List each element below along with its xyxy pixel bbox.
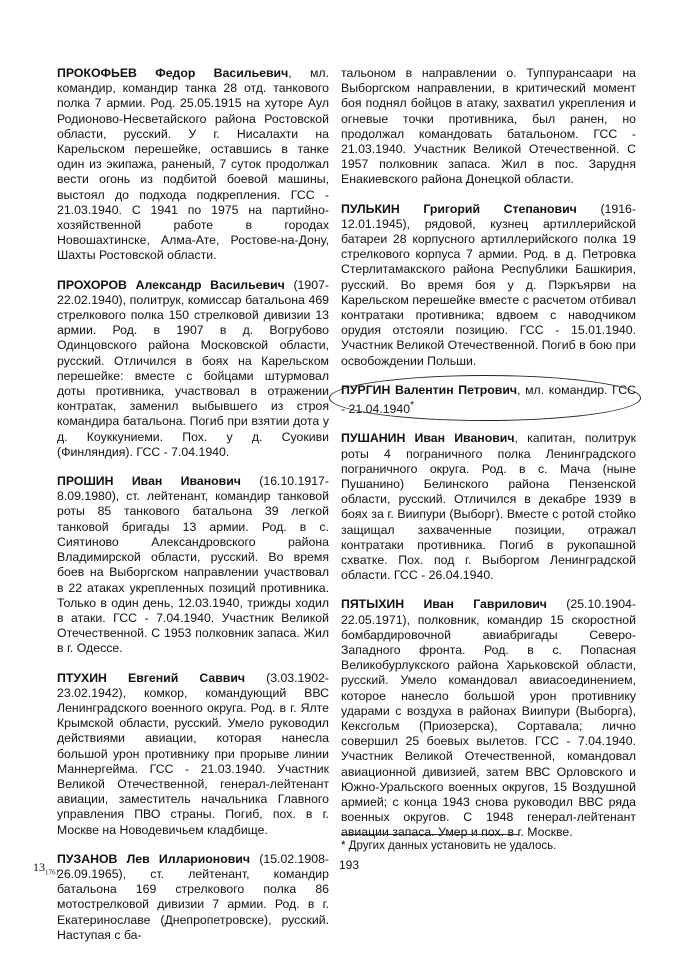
signature-sub: 1761 bbox=[45, 868, 59, 877]
entry-body: (16.10.1917-8.09.1980), ст. лейтенант, командир танковой роты 85 танкового батальона 39 легкой танковой бригады 13 армии. Род. в с. Сиятиново Александровского района Владимирской области, русский. Во время боев на Выборгском направлении участвовал в 22 атаках укрепленных позиций противника. Только в один день, 12.03.1940, трижды ходил в атаки. ГСС - 7.04.1940. Участник Великой Отечественной. С 1953 полковник запаса. Жил в г. Одессе. bbox=[57, 474, 329, 656]
entry-name: ПЯТЫХИН Иван Гаврилович bbox=[341, 597, 547, 612]
entry-body: (3.03.1902-23.02.1942), комкор, командующий ВВС Ленинградского военного округа. Род. в г. Ялте Крымской области, русский. Умело руководил действиями авиации, которая нанесла большой урон противнику при прорыве линии Маннергейма. ГСС - 21.03.1940. Участник Великой Отечественной, генерал-лейтенант авиации, заместитель начальника Главного управления ПВО страны. Погиб, пох. в г. Москве на Новодевичьем кладбище. bbox=[57, 670, 329, 837]
entry-body: (1907-22.02.1940), политрук, комиссар батальона 469 стрелкового полка 150 стрелковой дивизии 13 армии. Род. в 1907 в д. Вогрубово Одинцовского района Московской области, русский. Отличился в боях на Карельском перешейке: вместе с бойцами штурмовал доты противника, участвовал в отражении контратак, заменил выбывшего из строя командира батальона. Погиб при взятии дота у д. Коуккуниеми. Пох. у д. Суокиви (Финляндия). ГСС - 7.04.1940. bbox=[57, 277, 329, 459]
entry-pyatykhin bbox=[341, 597, 636, 840]
entry-name: ПТУХИН Евгений Саввич bbox=[57, 670, 246, 685]
entry-pulkin bbox=[341, 202, 636, 369]
footnote-divider bbox=[341, 834, 519, 835]
printer-signature bbox=[33, 860, 59, 876]
entry-body: , капитан, политрук роты 4 пограничного полка Ленинградского пограничного округа. Род. в с. Мача (ныне Пушанино) Белинского района Пензенской области, русский. Отличился в декабре 1939 в боях за г. Виипури (Выборг). Вместе с ротой стойко защищал захваченные позиции, отражал контратаки противника. Погиб в рукопашной схватке. Пох. под г. Выборгом Ленинградской области. ГСС - 26.04.1940. bbox=[341, 431, 636, 583]
entry-continuation: тальоном в направлении о. Туппурансаари на Выборгском направлении, в критический момент боя поднял бойцов в атаку, захватил укрепления и огневые точки противника, был ранен, но продолжал командовать батальоном. ГСС - 21.03.1940. Участник Великой Отечественной. С 1957 полковник запаса. Жил в пос. Зарудня Енакиевского района Донецкой области. bbox=[341, 66, 636, 187]
entry-purgin-highlighted bbox=[341, 383, 636, 418]
entry-puzanov bbox=[57, 852, 329, 943]
entry-body: (25.10.1904-22.05.1971), полковник, командир 15 скоростной бомбардировочной авиабригады Северо-Западного фронта. Род. в с. Попасная Великобурлукского района Харьковской области, русский. Умело командовал авиасоединением, которое нанесло большой урон противнику ударами с воздуха в районах Виипури (Выборга), Кексгольм (Приозерска), Сортавала; лично совершил 25 боевых вылетов. ГСС - 7.04.1940. Участник Великой Отечественной, командовал авиационной дивизией, затем ВВС Орловского и Южно-Уральского военных округов, 15 Воздушной армией; с конца 1943 снова руководил ВВС ряда военных округов. С 1948 генерал-лейтенант авиации запаса. Умер и пох. в г. Москве. bbox=[341, 597, 636, 840]
entry-proshin bbox=[57, 474, 329, 656]
left-column bbox=[57, 66, 329, 957]
entry-ptukhin bbox=[57, 671, 329, 838]
entry-body: (15.02.1908-26.09.1965), ст. лейтенант, командир батальона 169 стрелкового полка 86 мотострелковой дивизии 7 армии. Род. в г. Екатеринославе (Днепропетровске), русский. Наступая с ба- bbox=[57, 851, 329, 942]
entry-body: , мл. командир. ГСС - 21.04.1940 bbox=[341, 382, 636, 417]
entry-name: ПУЛЬКИН Григорий Степанович bbox=[341, 201, 577, 216]
footnote-mark: * bbox=[410, 400, 415, 412]
entry-name: ПУЗАНОВ Лев Илларионович bbox=[57, 851, 251, 866]
entry-pushanin bbox=[341, 431, 636, 583]
entry-prokhorov bbox=[57, 278, 329, 460]
signature-main: 13 bbox=[33, 860, 45, 874]
entry-body: (1916-12.01.1945), рядовой, кузнец артиллерийской батареи 28 корпусного артиллерийского полка 19 стрелкового корпуса 7 армии. Род. в д. Петровка Стерлитамакского района Республики Башкирия, русский. Во время боя у д. Пэркъярви на Карельском перешейке вместе с расчетом отбивал контратаки противника; вдвоем с наводчиком орудия отстояли позицию. ГСС - 15.01.1940. Участник Великой Отечественной. Погиб в бою при освобождении Польши. bbox=[341, 201, 636, 368]
entry-name: ПРОХОРОВ Александр Васильевич bbox=[57, 277, 285, 292]
entry-body: , мл. командир, командир танка 28 отд. танкового полка 7 армии. Род. 25.05.1915 на хуторе Аул Родионово-Несветайского района Ростовской области, русский. У г. Нисалахти на Карельском перешейке, оставшись в танке один из экипажа, раненый, 7 суток продолжал вести огонь из подбитой боевой машины, выстоял до подхода подкрепления. ГСС - 21.03.1940. С 1941 по 1975 на партийно-хозяйственной работе в городах Новошахтинске, Алма-Ате, Ростове-на-Дону, Шахты Ростовской области. bbox=[57, 66, 329, 263]
right-column bbox=[341, 66, 636, 855]
entry-prokofiev bbox=[57, 66, 329, 264]
entry-name: ПРОШИН Иван Иванович bbox=[57, 474, 241, 489]
entry-name: ПРОКОФЬЕВ Федор Васильевич bbox=[57, 66, 289, 80]
footnote: * Других данных установить не удалось. bbox=[341, 840, 557, 852]
entry-name: ПУРГИН Валентин Петрович bbox=[341, 382, 518, 397]
entry-name: ПУШАНИН Иван Иванович bbox=[341, 431, 515, 446]
page-number: 193 bbox=[339, 858, 360, 872]
